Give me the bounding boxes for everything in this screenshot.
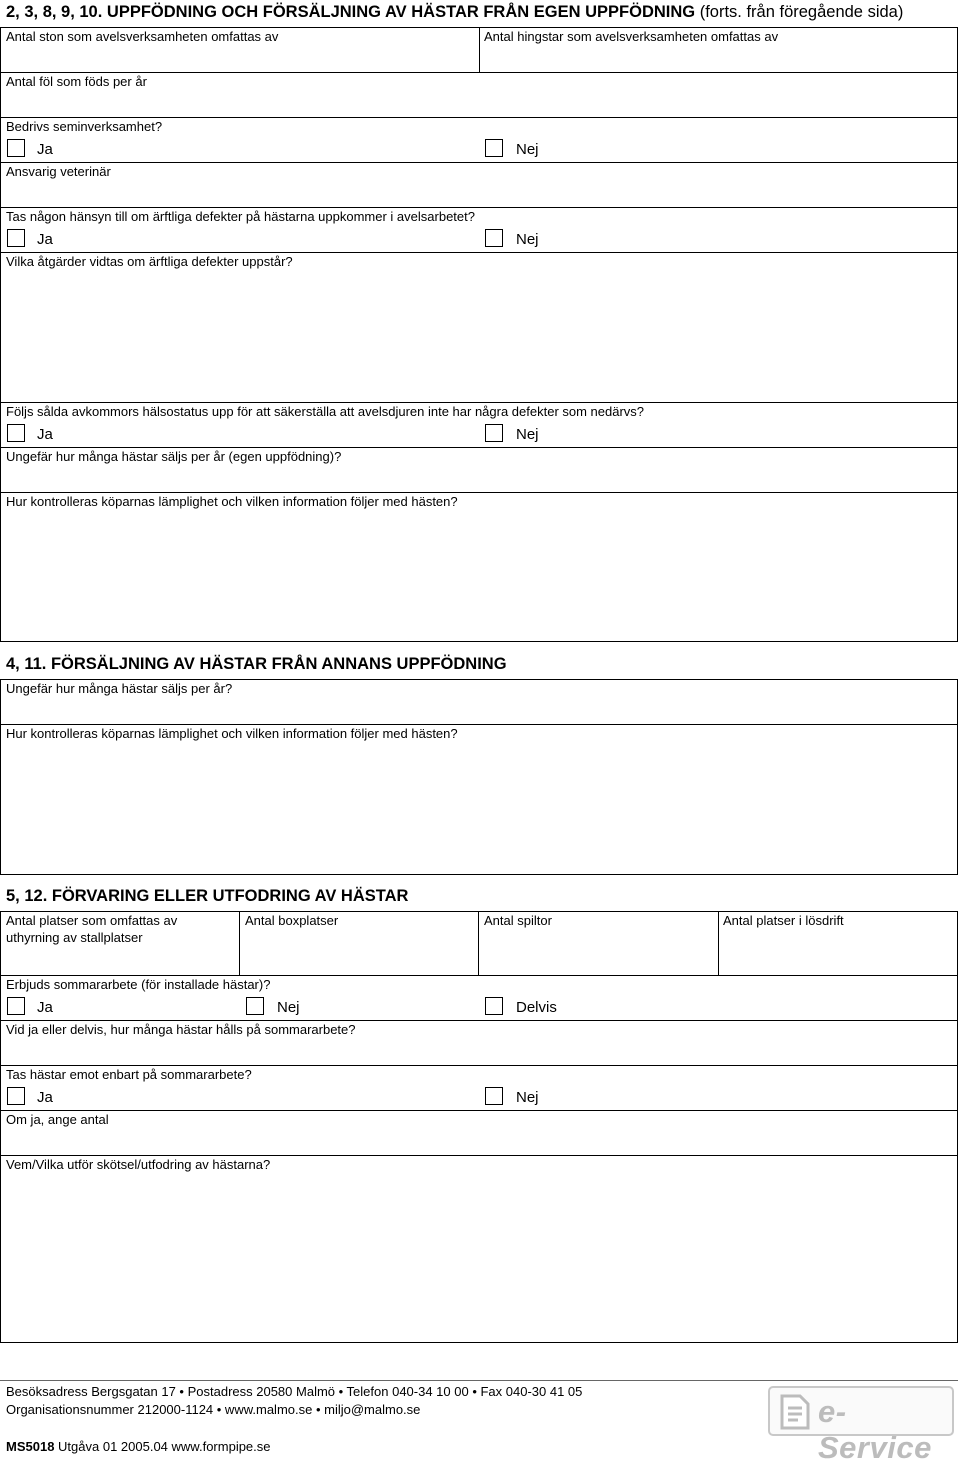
followup-no-checkbox[interactable] xyxy=(485,424,503,442)
section-title: 2, 3, 8, 9, 10. UPPFÖDNING OCH FÖRSÄLJNING AV HÄSTAR FRÅN EGEN UPPFÖDNING xyxy=(6,3,696,21)
box-places-label: Antal boxplatser xyxy=(245,913,339,928)
measures-question: Vilka åtgärder vidtas om ärftliga defekter uppstår? xyxy=(6,254,293,269)
mares-count-field-label: Antal ston som avelsverksamheten omfattas av xyxy=(6,29,279,44)
pasture-question: Erbjuds sommararbete (för installade hästar)? xyxy=(6,977,271,992)
sold-per-year-question: Ungefär hur många hästar säljs per år? xyxy=(6,681,233,696)
section2-frame xyxy=(0,679,958,875)
divider xyxy=(0,724,958,725)
divider xyxy=(0,402,958,403)
e-service-logo xyxy=(768,1386,954,1465)
divider xyxy=(0,252,958,253)
buyer-check-question: Hur kontrolleras köparnas lämplighet och vilken information följer med hästen? xyxy=(6,494,458,509)
insemination-no-label: Nej xyxy=(516,141,539,158)
pasture-yes-label: Ja xyxy=(37,999,53,1016)
only-pasture-yes-checkbox[interactable] xyxy=(7,1087,25,1105)
rental-places-label-line1: Antal platser som omfattas av xyxy=(6,913,178,928)
rental-places-label-line2: uthyrning av stallplatser xyxy=(6,930,143,945)
stallions-count-field-label: Antal hingstar som avelsverksamheten omfattas av xyxy=(484,29,779,44)
footer-address: Besöksadress Bergsgatan 17 • Postadress 20580 Malmö • Telefon 040-34 10 00 • Fax 040-30 41 05 xyxy=(6,1384,583,1399)
followup-question: Följs sålda avkommors hälsostatus upp för att säkerställa att avelsdjuren inte har några defekter som nedärvs? xyxy=(6,404,645,419)
footer-divider xyxy=(0,1380,958,1381)
divider xyxy=(239,911,240,975)
buyer-check-question: Hur kontrolleras köparnas lämplighet och vilken information följer med hästen? xyxy=(6,726,458,741)
section2-title: 4, 11. FÖRSÄLJNING AV HÄSTAR FRÅN ANNANS UPPFÖDNING xyxy=(6,655,507,673)
pasture-no-checkbox[interactable] xyxy=(246,997,264,1015)
form-edition: Utgåva 01 2005.04 www.formpipe.se xyxy=(58,1439,271,1454)
care-question: Vem/Vilka utför skötsel/utfodring av hästarna? xyxy=(6,1157,271,1172)
page-title xyxy=(6,3,903,22)
stall-places-label: Antal spiltor xyxy=(484,913,552,928)
followup-no-label: Nej xyxy=(516,426,539,443)
foals-count-field-label: Antal föl som föds per år xyxy=(6,74,147,89)
count-label: Om ja, ange antal xyxy=(6,1112,109,1127)
divider xyxy=(718,911,719,975)
logo-text: e-Service xyxy=(818,1394,932,1465)
divider xyxy=(0,447,958,448)
only-pasture-no-checkbox[interactable] xyxy=(485,1087,503,1105)
hereditary-yes-label: Ja xyxy=(37,231,53,248)
divider xyxy=(478,911,479,975)
divider xyxy=(0,72,958,73)
insemination-no-checkbox[interactable] xyxy=(485,139,503,157)
vet-field-label: Ansvarig veterinär xyxy=(6,164,111,179)
divider xyxy=(0,1110,958,1111)
followup-yes-checkbox[interactable] xyxy=(7,424,25,442)
pasture-yes-checkbox[interactable] xyxy=(7,997,25,1015)
sold-per-year-question: Ungefär hur många hästar säljs per år (egen uppfödning)? xyxy=(6,449,342,464)
only-pasture-question: Tas hästar emot enbart på sommararbete? xyxy=(6,1067,252,1082)
hereditary-yes-checkbox[interactable] xyxy=(7,229,25,247)
continuation-note: (forts. från föregående sida) xyxy=(699,3,904,21)
divider xyxy=(0,1155,958,1156)
divider xyxy=(479,27,480,72)
insemination-yes-label: Ja xyxy=(37,141,53,158)
footer-form-info xyxy=(6,1439,271,1455)
pasture-count-question: Vid ja eller delvis, hur många hästar hålls på sommararbete? xyxy=(6,1022,356,1037)
hereditary-question: Tas någon hänsyn till om ärftliga defekter på hästarna uppkommer i avelsarbetet? xyxy=(6,209,475,224)
divider xyxy=(0,1020,958,1021)
form-code: MS5018 xyxy=(6,1439,55,1454)
footer-org: Organisationsnummer 212000-1124 • www.malmo.se • miljo@malmo.se xyxy=(6,1402,421,1417)
hereditary-no-label: Nej xyxy=(516,231,539,248)
document-icon xyxy=(776,1394,816,1430)
section3-title: 5, 12. FÖRVARING ELLER UTFODRING AV HÄSTAR xyxy=(6,887,409,905)
divider xyxy=(0,207,958,208)
loose-places-label: Antal platser i lösdrift xyxy=(723,913,844,928)
divider xyxy=(0,975,958,976)
pasture-no-label: Nej xyxy=(277,999,300,1016)
insemination-question: Bedrivs seminverksamhet? xyxy=(6,119,163,134)
hereditary-no-checkbox[interactable] xyxy=(485,229,503,247)
pasture-partly-checkbox[interactable] xyxy=(485,997,503,1015)
divider xyxy=(0,162,958,163)
insemination-yes-checkbox[interactable] xyxy=(7,139,25,157)
divider xyxy=(0,492,958,493)
divider xyxy=(0,117,958,118)
followup-yes-label: Ja xyxy=(37,426,53,443)
divider xyxy=(0,1065,958,1066)
only-pasture-yes-label: Ja xyxy=(37,1089,53,1106)
pasture-partly-label: Delvis xyxy=(516,999,557,1016)
only-pasture-no-label: Nej xyxy=(516,1089,539,1106)
